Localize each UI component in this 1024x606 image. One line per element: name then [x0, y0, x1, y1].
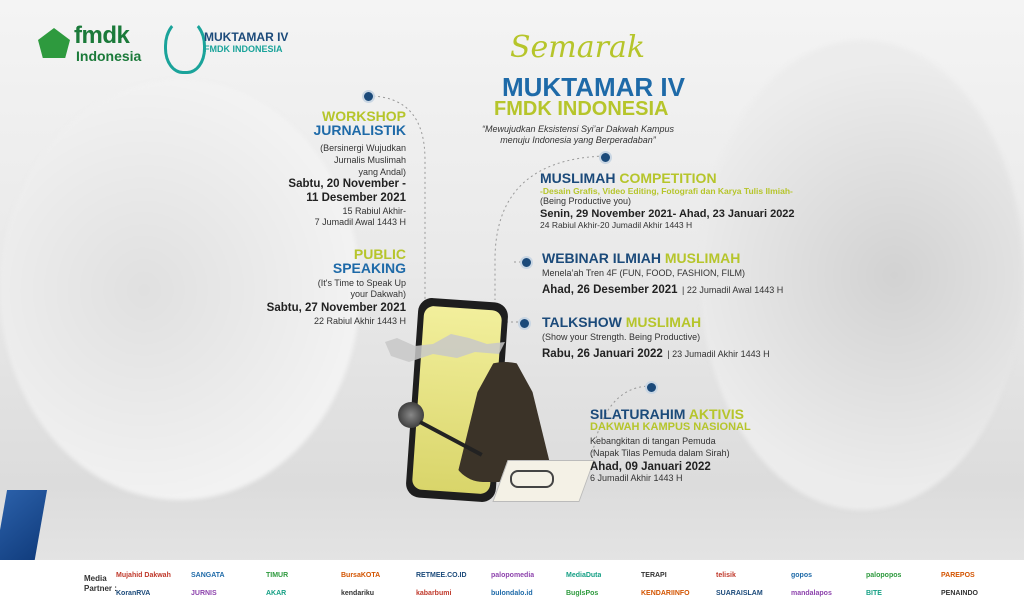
silaturahim-title-b: AKTIVIS	[688, 406, 745, 422]
competition-date: Senin, 29 November 2021- Ahad, 23 Januari 2022	[540, 208, 795, 220]
competition-hijri: 24 Rabiul Akhir-20 Jumadil Akhir 1443 H	[540, 220, 693, 230]
timeline-dot-competition	[599, 151, 612, 164]
partner-logo: BITE	[866, 590, 882, 597]
partner-logo: Mujahid Dakwah	[116, 572, 171, 579]
workshop-hijri-2: 7 Jumadil Awal 1443 H	[314, 217, 406, 227]
workshop-title-2: JURNALISTIK	[313, 122, 406, 138]
partner-logo: SANGATA	[191, 572, 225, 579]
muktamar-logo-top: MUKTAMAR IV	[204, 30, 289, 44]
partner-logo: AKAR	[266, 590, 287, 597]
hero-tagline-1: “Mewujudkan Eksistensi Syi’ar Dakwah Kampus	[481, 124, 675, 134]
partner-logo: bulondalo.id	[491, 590, 533, 597]
webinar-title-a: WEBINAR ILMIAH	[542, 250, 661, 266]
event-public-speaking	[240, 246, 406, 326]
workshop-desc-1: (Bersinergi Wujudkan	[320, 143, 406, 153]
competition-title-b: COMPETITION	[619, 170, 717, 186]
partner-logo: MediaDuta	[566, 572, 602, 579]
competition-title-a: MUSLIMAH	[540, 170, 616, 186]
workshop-hijri-1: 15 Rabiul Akhir-	[342, 206, 406, 216]
silaturahim-hijri: 6 Jumadil Akhir 1443 H	[590, 473, 683, 483]
webinar-hijri: | 22 Jumadil Awal 1443 H	[681, 285, 784, 295]
public-speaking-date: Sabtu, 27 November 2021	[266, 302, 406, 314]
workshop-desc-2: Jurnalis Muslimah	[333, 155, 406, 165]
workshop-date-2: 11 Desember 2021	[306, 192, 406, 204]
partner-logo: kabarbumi	[416, 590, 452, 597]
competition-subtitle: -Desain Grafis, Video Editing, Fotografi dan Karya Tulis Ilmiah-	[540, 186, 793, 196]
talkshow-title-a: TALKSHOW	[542, 314, 622, 330]
hero-tagline-2: menuju Indonesia yang Berperadaban”	[500, 135, 656, 145]
workshop-title-1: WORKSHOP	[322, 108, 406, 124]
event-silaturahim	[590, 406, 850, 483]
silaturahim-date: Ahad, 09 Januari 2022	[590, 461, 711, 473]
timeline-dot-workshop	[362, 90, 375, 103]
talkshow-desc: (Show your Strength. Being Productive)	[542, 332, 701, 342]
media-label-1: Media	[84, 574, 107, 583]
silaturahim-subtitle: DAKWAH KAMPUS NASIONAL	[590, 421, 751, 433]
partner-logo: telisik	[716, 572, 736, 579]
silaturahim-desc-1: Kebangkitan di tangan Pemuda	[590, 436, 716, 446]
partner-logo: KENDARIINFO	[641, 590, 690, 597]
partner-logo: TERAPI	[641, 572, 667, 579]
fmdk-logo-bottom: Indonesia	[76, 48, 142, 64]
partner-logo: kendariku	[341, 590, 375, 597]
partner-logo: palopopos	[866, 572, 902, 579]
partner-logo: TIMUR	[266, 572, 289, 579]
public-speaking-title-1: PUBLIC	[353, 246, 406, 262]
event-workshop	[240, 108, 406, 228]
partner-logo: KoranRVA	[116, 590, 151, 597]
public-speaking-desc-1: (It's Time to Speak Up	[317, 278, 406, 288]
webinar-desc: Menela’ah Tren 4F (FUN, FOOD, FASHION, FILM)	[542, 268, 746, 278]
workshop-date-1: Sabtu, 20 November -	[288, 178, 406, 190]
partner-logo: palopomedia	[491, 572, 535, 579]
media-label-2: Partner :	[84, 584, 117, 593]
event-talkshow	[542, 314, 832, 362]
talkshow-date: Rabu, 26 Januari 2022	[542, 348, 663, 360]
partner-logo: mandalapos	[791, 590, 832, 597]
talkshow-hijri: | 23 Jumadil Akhir 1443 H	[667, 349, 770, 359]
muktamar-logo-bottom: FMDK INDONESIA	[204, 44, 283, 54]
webinar-date: Ahad, 26 Desember 2021	[542, 284, 678, 296]
public-speaking-title-2: SPEAKING	[332, 260, 406, 276]
partner-logo-row	[116, 566, 1016, 604]
public-speaking-desc-2: your Dakwah)	[350, 289, 406, 299]
public-speaking-hijri: 22 Rabiul Akhir 1443 H	[313, 316, 406, 326]
event-webinar	[542, 250, 832, 298]
partner-logo: gopos	[791, 572, 812, 579]
hero-title-line1: MUKTAMAR IV	[502, 72, 685, 102]
fmdk-logo-top: fmdk	[74, 22, 130, 49]
partner-logo: JURNIS	[191, 590, 217, 597]
competition-desc: (Being Productive you)	[540, 196, 632, 206]
silaturahim-desc-2: (Napak Tilas Pemuda dalam Sirah)	[590, 448, 730, 458]
partner-logo: RETMEE.CO.ID	[416, 572, 467, 579]
webinar-title-b: MUSLIMAH	[664, 250, 741, 266]
partner-logo: BursaKOTA	[341, 572, 381, 579]
partner-logo: BuglsPos	[566, 590, 599, 597]
partner-logo: PENAINDO	[941, 590, 978, 597]
timeline-dot-webinar	[520, 256, 533, 269]
event-competition	[540, 170, 830, 230]
silaturahim-title-a: SILATURAHIM	[590, 406, 686, 422]
glasses-icon	[510, 470, 554, 488]
talkshow-title-b: MUSLIMAH	[625, 314, 702, 330]
timeline-dot-silaturahim	[645, 381, 658, 394]
partner-logo: SUARAISLAM	[716, 590, 763, 597]
workshop-desc-3: yang Andal)	[358, 167, 406, 177]
timeline-dot-talkshow	[518, 317, 531, 330]
media-partner-label	[84, 574, 117, 594]
partner-logo: PAREPOS	[941, 572, 975, 579]
hero-script-word: Semarak	[510, 30, 646, 65]
hero-title-line2: FMDK INDONESIA	[494, 98, 669, 120]
